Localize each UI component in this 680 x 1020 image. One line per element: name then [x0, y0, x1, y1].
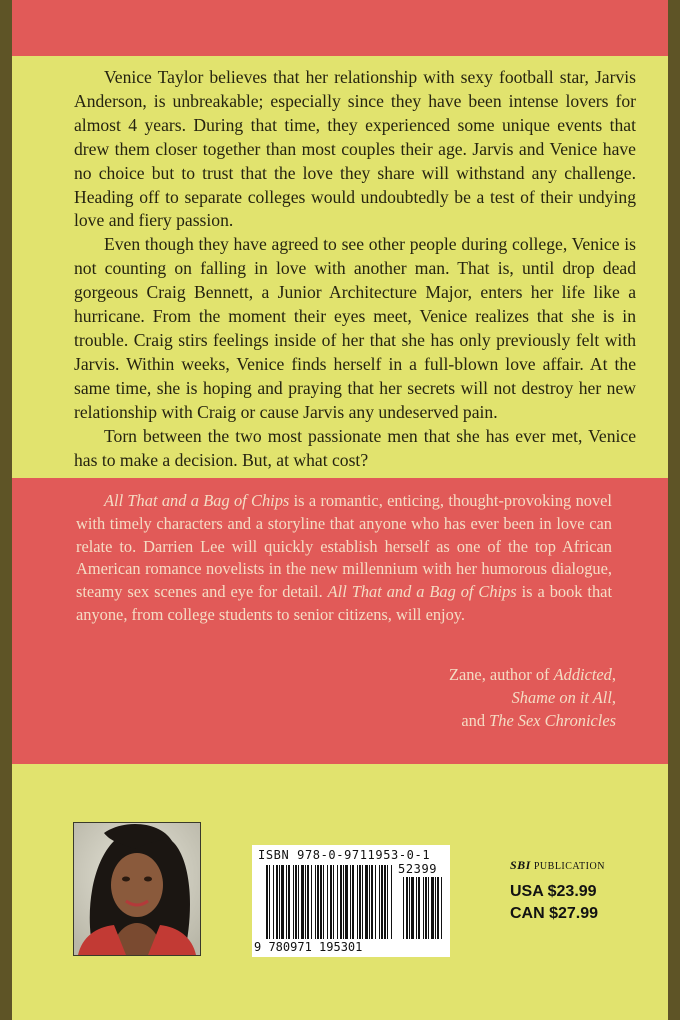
attribution-prefix: Zane, author of	[448, 665, 554, 684]
review-text-2: is a book that anyone, from college students to senior citizens, will enjoy.	[76, 582, 612, 624]
attribution-book-1: Addicted	[553, 665, 612, 684]
review-text-1: is a romantic, enticing, thought-provoking novel with timely characters and a storyline that anyone who has ever been in love can relate to. Darrien Lee will quickly establish herself as one of the top African American romance novelists in the new millennium with her humorous dialogue, steamy sex scenes and eye for detail.	[76, 491, 612, 602]
publisher-label: PUBLICATION	[533, 861, 605, 872]
attribution-sep-2: ,	[611, 687, 616, 707]
attribution-and: and	[461, 710, 490, 730]
attribution-line-2	[340, 687, 616, 710]
synopsis	[74, 66, 636, 472]
author-photo	[73, 822, 201, 956]
review-book-title: All That and a Bag of Chips	[104, 491, 290, 510]
review-paragraph	[76, 490, 612, 627]
isbn-barcode	[252, 845, 450, 957]
synopsis-paragraph-1: Venice Taylor believes that her relationship with sexy football star, Jarvis Anderson, is unbreakable; especially since they have been intense lovers for almost 4 years. During that time, they experienced some unique events that drew them closer together than most couples their age. Jarvis and Venice have no choice but to trust that the love they share will withstand any challenge. Heading off to separate colleges would undoubtedly be a test of their undying love and fiery passion.	[74, 67, 636, 231]
review-quote	[76, 490, 612, 627]
price-code: 52399	[398, 862, 438, 876]
price-can: CAN $27.99	[510, 905, 599, 922]
isbn-label: ISBN 978-0-9711953-0-1	[258, 848, 431, 862]
review-book-title-2: All That and a Bag of Chips	[327, 582, 517, 602]
author-portrait-image	[74, 823, 200, 955]
barcode-number: 9 780971 195301	[254, 940, 363, 954]
price-usa: USA $23.99	[510, 883, 597, 900]
synopsis-paragraph-2: Even though they have agreed to see other people during college, Venice is not counting on falling in love with another man. That is, until drop dead gorgeous Craig Bennett, a Junior Architecture Major, enters her life like a hurricane. From the moment their eyes meet, Venice realizes that she is in trouble. Craig stirs feelings inside of her that she has only previously felt with Jarvis. Within weeks, Venice finds herself in a full-blown love affair. At the same time, she is hoping and praying that her secrets will not destroy her new relationship with Craig or cause Jarvis any undeserved pain.	[74, 234, 636, 422]
synopsis-paragraph-3: Torn between the two most passionate men that she has ever met, Venice has to make a decision. But, at what cost?	[74, 425, 636, 470]
attribution-book-3: The Sex Chronicles	[489, 710, 616, 730]
top-color-band	[12, 0, 668, 56]
review-attribution	[340, 664, 616, 732]
attribution-line-1	[340, 664, 616, 687]
publisher-logo: SBI	[510, 858, 531, 872]
attribution-sep-1: ,	[611, 665, 616, 684]
publisher	[510, 858, 630, 873]
attribution-line-3	[340, 710, 616, 733]
price-block	[510, 858, 630, 925]
attribution-book-2: Shame on it All	[511, 687, 612, 707]
